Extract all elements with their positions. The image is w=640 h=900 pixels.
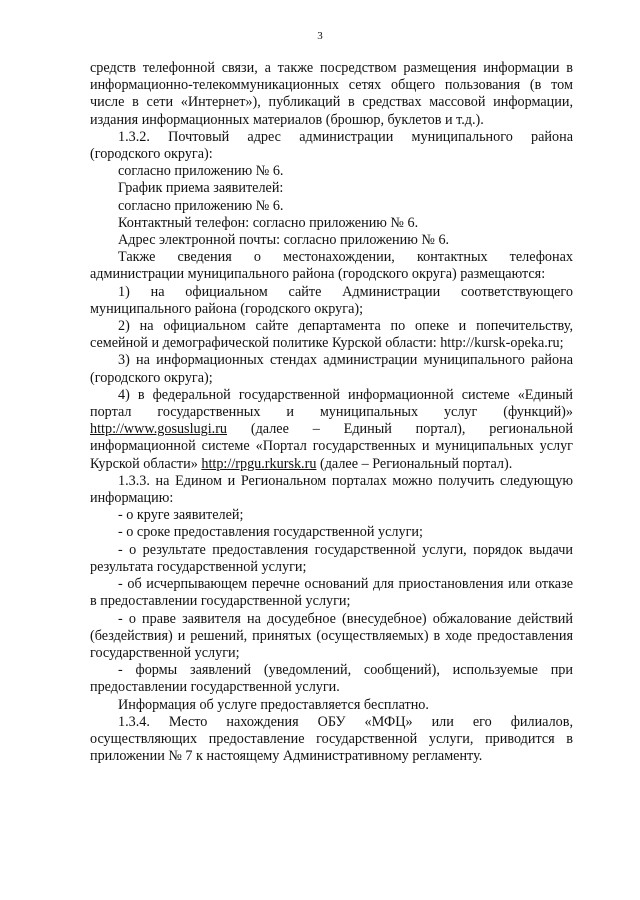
line-appendix-6: согласно приложению № 6. xyxy=(118,163,284,180)
paragraph-item-2: 2) на официальном сайте департамента по опеке и попечительству, семейной и демографической политике Курской области: http://kursk-opeka.ru; xyxy=(90,318,573,352)
paragraph-portals-info: 1.3.3. на Едином и Региональном порталах можно получить следующую информацию: xyxy=(90,472,573,507)
list-item: - о сроке предоставления государственной услуги; xyxy=(118,524,423,541)
contact-lines xyxy=(90,163,573,249)
page-number: 3 xyxy=(317,30,323,42)
line-appendix-6b: согласно приложению № 6. xyxy=(118,197,284,214)
line-schedule: График приема заявителей: xyxy=(118,180,284,197)
paragraph-mfc-location: 1.3.4. Место нахождения ОБУ «МФЦ» или его филиалов, осуществляющих предоставление государственной услуги, приводится в приложении № 7 к настоящему Административному регламенту. xyxy=(90,713,573,765)
line-email: Адрес электронной почты: согласно приложению № 6. xyxy=(118,232,450,249)
list-item: - о круге заявителей; xyxy=(118,507,244,524)
paragraph-item-1: 1) на официальном сайте Администрации соответствующего муниципального района (городского округа); xyxy=(90,283,573,317)
item-4-text-b: (далее – Единый портал), региональной информационной системе «Портал государственных и муниципальных услуг Курской области» xyxy=(90,421,573,472)
line-phone: Контактный телефон: согласно приложению № 6. xyxy=(118,214,419,231)
list-item: - о результате предоставления государственной услуги, порядок выдачи результата государственной услуги; xyxy=(90,541,573,575)
paragraph-free-info: Информация об услуге предоставляется бесплатно. xyxy=(118,696,429,713)
rpgu-link[interactable]: http://rpgu.rkursk.ru xyxy=(201,455,317,472)
paragraph-item-4 xyxy=(90,387,573,473)
list-item: - о праве заявителя на досудебное (внесудебное) обжалование действий (бездействия) и решений, принятых (осуществляемых) в ходе предоставления государственной услуги; xyxy=(90,610,573,661)
paragraph-continuation: средств телефонной связи, а также посредством размещения информации в информационно-телекоммуникационных сетях общего пользования (в том числе в сети «Интернет»), публикаций в средствах массовой информации, издания информационных материалов (брошюр, буклетов и т.д.). xyxy=(90,60,573,128)
item-4-text-c: (далее – Региональный портал). xyxy=(316,455,513,472)
gosuslugi-link[interactable]: http://www.gosuslugi.ru xyxy=(90,421,228,438)
list-item: - об исчерпывающем перечне оснований для приостановления или отказе в предоставлении государственной услуги; xyxy=(90,576,573,610)
paragraph-also-info: Также сведения о местонахождении, контактных телефонах администрации муниципального района (городского округа) размещаются: xyxy=(90,249,573,283)
paragraph-item-3: 3) на информационных стендах администрации муниципального района (городского округа); xyxy=(90,352,573,386)
list-item: - формы заявлений (уведомлений, сообщений), используемые при предоставлении государственной услуги. xyxy=(90,662,573,696)
item-4-text-a: 4) в федеральной государственной информационной системе «Единый портал государственных и муниципальных услуг (функций)» xyxy=(90,386,573,421)
document-body xyxy=(90,60,573,765)
paragraph-postal-address: 1.3.2. Почтовый адрес администрации муниципального района (городского округа): xyxy=(90,128,573,163)
